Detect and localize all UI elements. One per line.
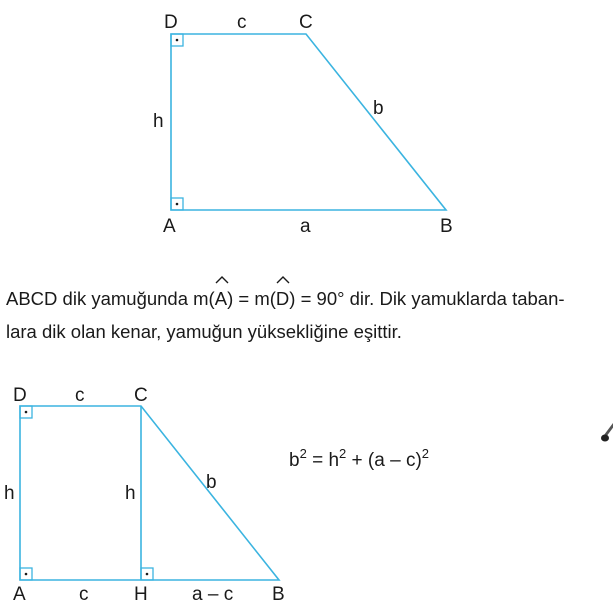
hat-d-icon	[276, 276, 290, 284]
description-paragraph	[6, 282, 611, 348]
pythagoras-formula: $b^2 = h^2 + (a - c)^2$	[289, 446, 430, 471]
side-b2-label: b	[206, 472, 217, 493]
vertex-h-label: H	[134, 584, 148, 605]
side-c-label: c	[237, 12, 247, 33]
top-trapezoid	[153, 12, 453, 237]
right-angle-dot-d	[176, 39, 179, 42]
angle-a-hat: A	[215, 282, 227, 315]
paragraph-line-1: ABCD dik yamuğunda m( A) = m( D) = 90° dir. Dik yamuklarda taban-	[6, 282, 611, 315]
vertex-a-label: A	[163, 216, 176, 237]
right-angle-dot-a2	[25, 573, 28, 576]
right-angle-dot-a	[176, 203, 179, 206]
segment-hb-label: a – c	[192, 584, 234, 605]
vertex-d2-label: D	[13, 385, 27, 406]
angle-d-hat: D	[276, 282, 289, 315]
vertex-c-label: C	[299, 12, 313, 33]
side-b-label: b	[373, 98, 384, 119]
vertex-a2-label: A	[13, 584, 26, 605]
vertex-c2-label: C	[134, 385, 148, 406]
hat-a-icon	[215, 276, 229, 284]
bottom-trapezoid	[4, 385, 285, 605]
vertex-b-label: B	[440, 216, 453, 237]
right-angle-dot-d2	[25, 411, 28, 414]
top-trapezoid-outline	[171, 34, 446, 210]
vertex-d-label: D	[164, 12, 178, 33]
right-angle-dot-h	[146, 573, 149, 576]
side-a-label: a	[300, 216, 311, 237]
vertex-b2-label: B	[272, 584, 285, 605]
pen-icon	[601, 423, 613, 445]
side-h-label: h	[153, 111, 164, 132]
side-h2-label: h	[4, 483, 15, 504]
bottom-trapezoid-outline	[20, 406, 279, 580]
side-c2-label: c	[75, 385, 85, 406]
segment-ah-label: c	[79, 584, 89, 605]
height-h-label: h	[125, 483, 136, 504]
paragraph-line-2: lara dik olan kenar, yamuğun yüksekliğine eşittir.	[6, 321, 402, 342]
